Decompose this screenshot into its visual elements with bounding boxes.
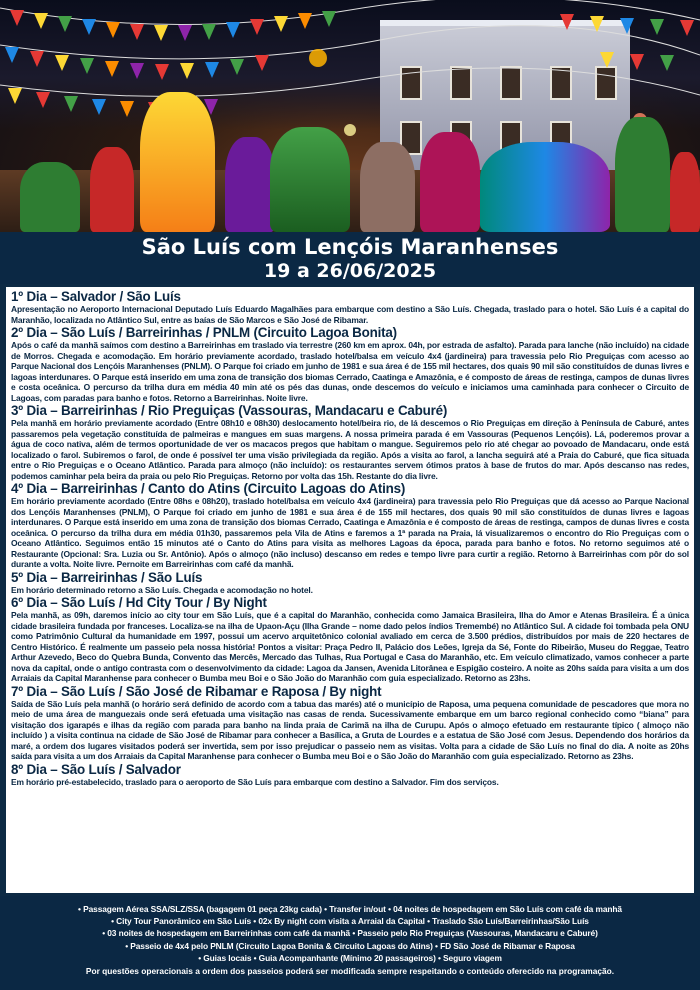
day-description: Em horário determinado retorno a São Luís. Chegada e acomodação no hotel. <box>11 584 313 595</box>
day-title: 1º Dia – Salvador / São Luís <box>11 289 181 304</box>
services-line: • 03 noites de hospedagem em Barreirinhas com café da manhã • Passeio pelo Rio Preguiças (Vassouras, Mandacaru e Caburé) <box>102 928 598 939</box>
itinerary-panel <box>6 287 694 893</box>
day-6 <box>11 596 689 684</box>
day-title: 6º Dia – São Luís / Hd City Tour / By Night <box>11 595 267 610</box>
day-4 <box>11 482 689 570</box>
day-description: Pela manhã em horário previamente acordado (Entre 08h10 e 08h30) deslocamento hotel/beira rio, de lá descemos o Rio Preguiças em direção à Península de Caburé, antes passaremos pela vegetação constituída de palmeiras e mangues em suas margens. A nossa primeira parada é em Vassouras (Pequenos Lençóis). Lá, poderemos provar a água de coco nativa, além de termos oportunidade de ver os macacos pregos que habitam o mangue. Seguiremos pelo rio até chegar ao povoado de Mandacaru, onde está localizado o farol. Subiremos o farol, de onde é possível ter uma visão privilegiada da região. Após a visita ao farol, a lancha seguirá até a Praia do Caburé, que fica situada entre o Rio Preguiças e o Oceano Atlântico. Parada para almoço (não incluído): os restaurantes servem ótimos pratos à base de frutos do mar. Após descanso nas redes, podemos caminhar pela beira da praia ou pelo Rio Preguiças. Retorno por volta das 15h. Restante do dia livre. <box>11 418 689 481</box>
day-description: Apresentação no Aeroporto Internacional Deputado Luís Eduardo Magalhães para embarque com destino a São Luís. Chegada, traslado para o hotel. São Luís é a capital do Maranhão, localizada no Atlântico Sul, entre as baías de São Marcos e São José de Ribamar. <box>11 304 689 325</box>
dancer-figure <box>225 137 275 232</box>
day-description: Após o café da manhã saímos com destino a Barreirinhas em traslado via terrestre (260 km em aprox. 04h, por estrada de asfalto). Parada para lanche (não incluído) na cidade de Morros. Chegada e acomodação. Em horário previamente acordado, traslado hotel/balsa em veículo 4x4 (jardineira) para travessia pelo Rio Preguiças com acesso ao Parque Nacional dos Lençóis Maranhenses (PNLM). O Parque foi criado em junho de 1981 e sua área é de 155 mil hectares, dos quais 90 mil são constituídos de dunas livres e lagoas interdunares. O Parque está inserido em uma zona de transição dos biomas Cerrado, Caatinga e Amazônia, e é composto de áreas de restinga, campos de dunas livres e costa oceânica. O percurso da trilha dura em média 40 min até os pés das dunas, onde descemos do veículo e iniciamos uma caminhada para conhecer o Circuito de Lagoas, com paradas para banho e fotos. Retorno a Barreirinhas. Noite livre. <box>11 340 689 403</box>
included-services <box>0 896 700 990</box>
day-8 <box>11 763 689 788</box>
day-title: 5º Dia – Barreirinhas / São Luís <box>11 569 203 585</box>
day-description: Em horário previamente acordado (Entre 08hs e 08h20), traslado hotel/balsa em veículo 4x4 (jardineira) para travessia pelo Rio Preguiças que dá acesso ao Parque Nacional dos Lençóis Maranhenses (PNLM), O Parque foi criado em junho de 1981 e sua área é de 155 mil hectares, dos quais 90 mil são constituídos de dunas livres e lagoas interdunares. O Parque está inserido em uma zona de transição dos biomas Cerrado, Caatinga e Amazônia e é composto de áreas de restinga, campos de dunas livres e costa oceânica. O percurso da trilha dura em média 01h30, passaremos pela Vila de Atins e faremos a 1ª parada na Praia, lá visualizaremos o encontro do Rio Preguiças com o Oceano Atlântico. Seguimos então 15 minutos até o Canto do Atins para visita as melhores Lagoas da época, parada para banho e fotos. No retorno seguimos até o Restaurante (Opcional: Sra. Luzia ou Sr. Antônio). Após o almoço (não incluso) descanso em redes e tempo livre para curtir a região. Retorno à Barreirinhas com pôr do sol durante a volta. Noite livre. Pernoite em Barreirinhas com café da manhã. <box>11 496 689 569</box>
day-5 <box>11 571 689 596</box>
day-1 <box>11 290 689 325</box>
festival-photo <box>0 0 700 232</box>
trip-title: São Luís com Lençóis Maranhenses <box>141 235 559 259</box>
dancer-figure <box>270 127 350 232</box>
dancer-figure <box>615 117 670 232</box>
bumba-meu-boi-figure <box>480 142 610 232</box>
day-7 <box>11 685 689 762</box>
day-description: Em horário pré-estabelecido, traslado para o aeroporto de São Luís para embarque com destino a Salvador. Fim dos serviços. <box>11 776 499 787</box>
day-description: Saída de São Luís pela manhã (o horário será definido de acordo com a tabua das marés) até o município de Raposa, uma pequena comunidade de pescadores que mora no meio de uma área de manguezais onde será efetuada uma visitação nas casas de renda. Sucessivamente embarque em um barco regional conhecido como “biana” para visitação dos igarapés e ilhas da região com parada para banho na linda praia de Carimã na ilha de Curupu. Após o almoço efetuado em restaurante típico ( almoço não incluído ) a visita continua na cidade de São José de Ribamar para conhecer a Basílica, a Gruta de Lourdes e a estatua de São José com Jesus. Dependendo dos horários da maré, a ordem dos lugares visitados poderá ser invertida, sem por isso prejudicar o passeio nem as visitas. Volta para a cidade de São Luís no final do dia. A noite as 20hs saída para visita a um dos Arraiais da Capital Maranhense para conhecer o Bumba meu Boi e o São João do Maranhão com guia especializado. Retorno as 23hs. <box>11 698 689 761</box>
services-line: • Guias locais • Guia Acompanhante (Mínimo 20 passageiros) • Seguro viagem <box>198 952 502 963</box>
dancer-figure <box>420 132 480 232</box>
operational-note: Por questões operacionais a ordem dos passeios poderá ser modificada sempre respeitando o conteúdo oferecido na programação. <box>85 966 615 977</box>
services-line: • City Tour Panorâmico em São Luís • 02x By night com visita a Arraial da Capital • Traslado São Luís/Barreirinhas/São Luís <box>111 916 589 927</box>
dancer-figure <box>90 147 134 232</box>
day-description: Pela manhã, as 09h, daremos início ao city tour em São Luís, que é a capital do Maranhão, conhecida como Jamaica Brasileira, Ilha do Amor e Atenas Brasileira. É a única cidade brasileira fundada por franceses. Localiza-se na ilha de Upaon-Açu (Ilha Grande – nome dado pelos índios Tremembé) no Atlântico Sul. A cidade foi tombada pela ONU como Patrimônio Cultural da humanidade em 1997, possui um acervo arquitetônico colonial avaliado em cerca de 3.500 prédios, distribuídos por mais de 220 hectares de Centro Histórico. É realmente um passeio pela nossa história! Pontos a visitar: Praça Pedro II, Palácio dos Leões, Igreja da Sé, Fonte do Ribeirão, Museu do Reggae, Teatro Arthur Azevedo, Beco do Quebra Bunda, Convento das Mercês, Mercado das Tulhas, Rua Portugal e Casa do Maranhão, etc. Em veículo climatizado, vamos conhecer a parte nova da capital, onde o antigo contrasta com o desenvolvimento da cidade: Lagoa da Jansen, Avenida Litorânea e Espigão costeiro. A noite as 20hs saída para visita a um dos Arraiais da Capital Maranhense para conhecer o Bumba meu Boi e o São João do Maranhão com guia especializado. Retorno as 23hs. <box>11 610 689 683</box>
title-banner <box>0 232 700 284</box>
services-line: • Passagem Aérea SSA/SLZ/SSA (bagagem 01 peça 23kg cada) • Transfer in/out • 04 noites de hospedagem em São Luís com café da manhã <box>78 904 622 914</box>
day-title: 8º Dia – São Luís / Salvador <box>11 761 181 777</box>
day-title: 3º Dia – Barreirinhas / Rio Preguiças (Vassouras, Mandacaru e Caburé) <box>11 403 448 418</box>
services-line: • Passeio de 4x4 pelo PNLM (Circuito Lagoa Bonita & Circuito Lagoas do Atins) • FD São José de Ribamar e Raposa <box>125 940 575 951</box>
day-title: 7º Dia – São Luís / São José de Ribamar e Raposa / By night <box>11 683 382 699</box>
dancer-figure <box>140 92 215 232</box>
day-2 <box>11 326 689 403</box>
dancer-figure <box>670 152 700 232</box>
day-title: 2º Dia – São Luís / Barreirinhas / PNLM (Circuito Lagoa Bonita) <box>11 325 397 340</box>
day-title: 4º Dia – Barreirinhas / Canto do Atins (Circuito Lagoas do Atins) <box>11 481 406 496</box>
day-3 <box>11 404 689 481</box>
trip-dates: 19 a 26/06/2025 <box>263 260 437 282</box>
dancer-figure <box>360 142 415 232</box>
dancer-figure <box>20 162 80 232</box>
